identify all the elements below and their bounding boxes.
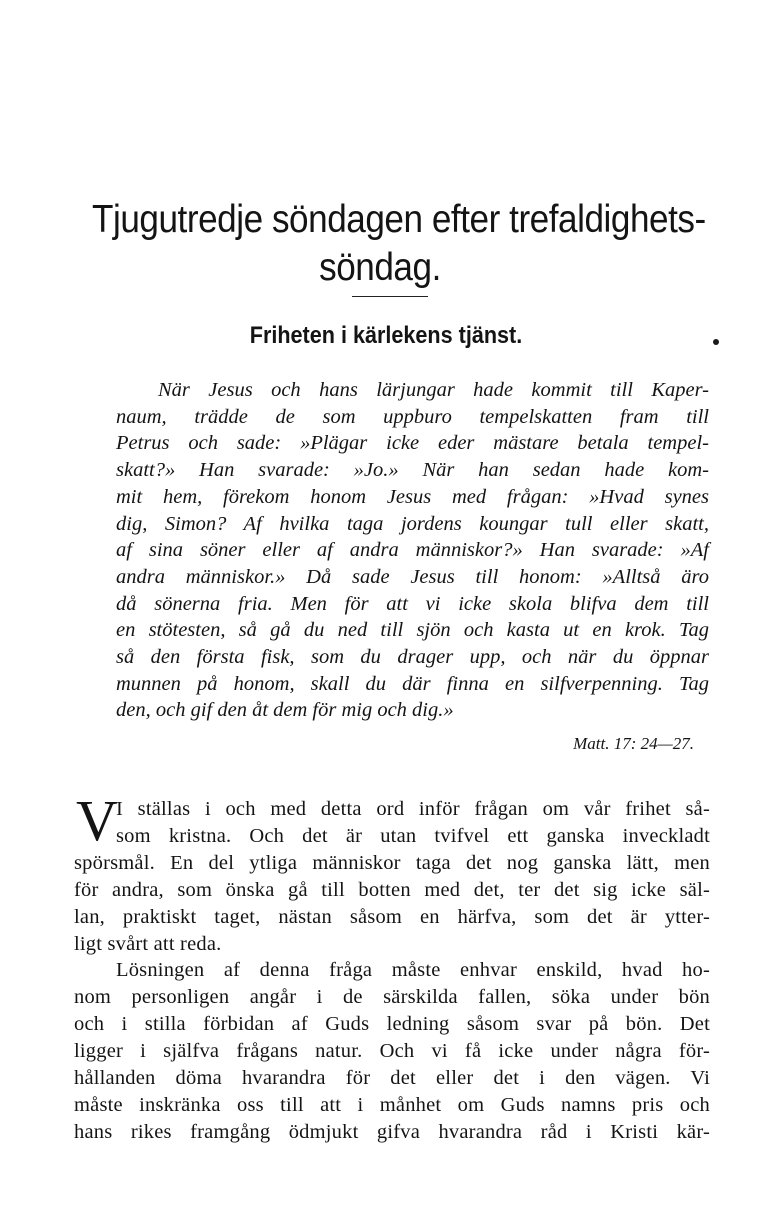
body-line: I ställas i och med detta ord inför frågan om vår frihet så- (116, 798, 710, 820)
title-line-1: Tjugutredje söndagen efter trefaldighets- (92, 198, 706, 241)
body-line: spörsmål. En del ytliga människor taga det nog ganska lätt, men (74, 851, 710, 874)
scripture-passage (116, 377, 709, 724)
section-subtitle: Friheten i kärlekens tjänst. (249, 322, 523, 349)
page-title (92, 196, 706, 292)
scripture-line: af sina söner eller af andra människor?» Han svarade: »Af (116, 539, 709, 562)
body-line: och i stilla förbidan af Guds ledning såsom svar på bön. Det (74, 1013, 710, 1036)
scripture-line: När Jesus och hans lärjungar hade kommit till Kaper- (158, 379, 709, 401)
scripture-line: då sönerna fria. Men för att vi icke skola blifva dem till (116, 592, 709, 615)
body-line: hans rikes framgång ödmjukt gifva hvarandra råd i Kristi kär- (74, 1120, 710, 1143)
scripture-line: den, och gif den åt dem för mig och dig.» (116, 699, 454, 722)
body-line: nom personligen angår i de särskilda fallen, söka under bön (74, 986, 710, 1009)
scripture-line: Petrus och sade: »Plägar icke eder mästare betala tempel- (116, 432, 709, 455)
body-line: för andra, som önska gå till botten med det, ter det sig icke säl- (74, 878, 710, 901)
title-divider (352, 296, 428, 297)
title-line-2: söndag. (319, 246, 441, 289)
body-line: ligt svårt att reda. (74, 932, 222, 955)
body-line: som kristna. Och det är utan tvifvel ett ganska inveckladt (116, 824, 710, 847)
drop-cap: V (76, 788, 118, 853)
body-text (74, 796, 710, 1146)
scripture-line: mit hem, förekom honom Jesus med frågan: »Hvad synes (116, 485, 709, 508)
scripture-line: andra människor.» Då sade Jesus till honom: »Alltså äro (116, 565, 709, 588)
scripture-line: naum, trädde de som uppburo tempelskatten fram till (116, 405, 709, 428)
body-line: måste inskränka oss till att i månhet om Guds namns pris och (74, 1093, 710, 1116)
body-line: hållanden döma hvarandra för det eller det i den vägen. Vi (74, 1067, 710, 1090)
body-line: ligger i själfva frågans natur. Och vi få icke under några för- (74, 1040, 710, 1063)
ink-speck (713, 339, 719, 345)
scripture-reference: Matt. 17: 24—27. (573, 734, 694, 753)
body-line: Lösningen af denna fråga måste enhvar enskild, hvad ho- (116, 959, 710, 982)
scripture-line: så den första fisk, som du drager upp, och när du öppnar (116, 646, 709, 669)
scripture-line: en stötesten, så gå du ned till sjön och kasta ut en krok. Tag (116, 619, 709, 642)
scripture-line: munnen på honom, skall du där finna en silfverpenning. Tag (116, 672, 709, 695)
body-line: lan, praktiskt taget, nästan såsom en härfva, som det är ytter- (74, 905, 710, 928)
scripture-line: dig, Simon? Af hvilka taga jordens koungar tull eller skatt, (116, 512, 709, 535)
scripture-line: skatt?» Han svarade: »Jo.» När han sedan hade kom- (116, 459, 709, 482)
